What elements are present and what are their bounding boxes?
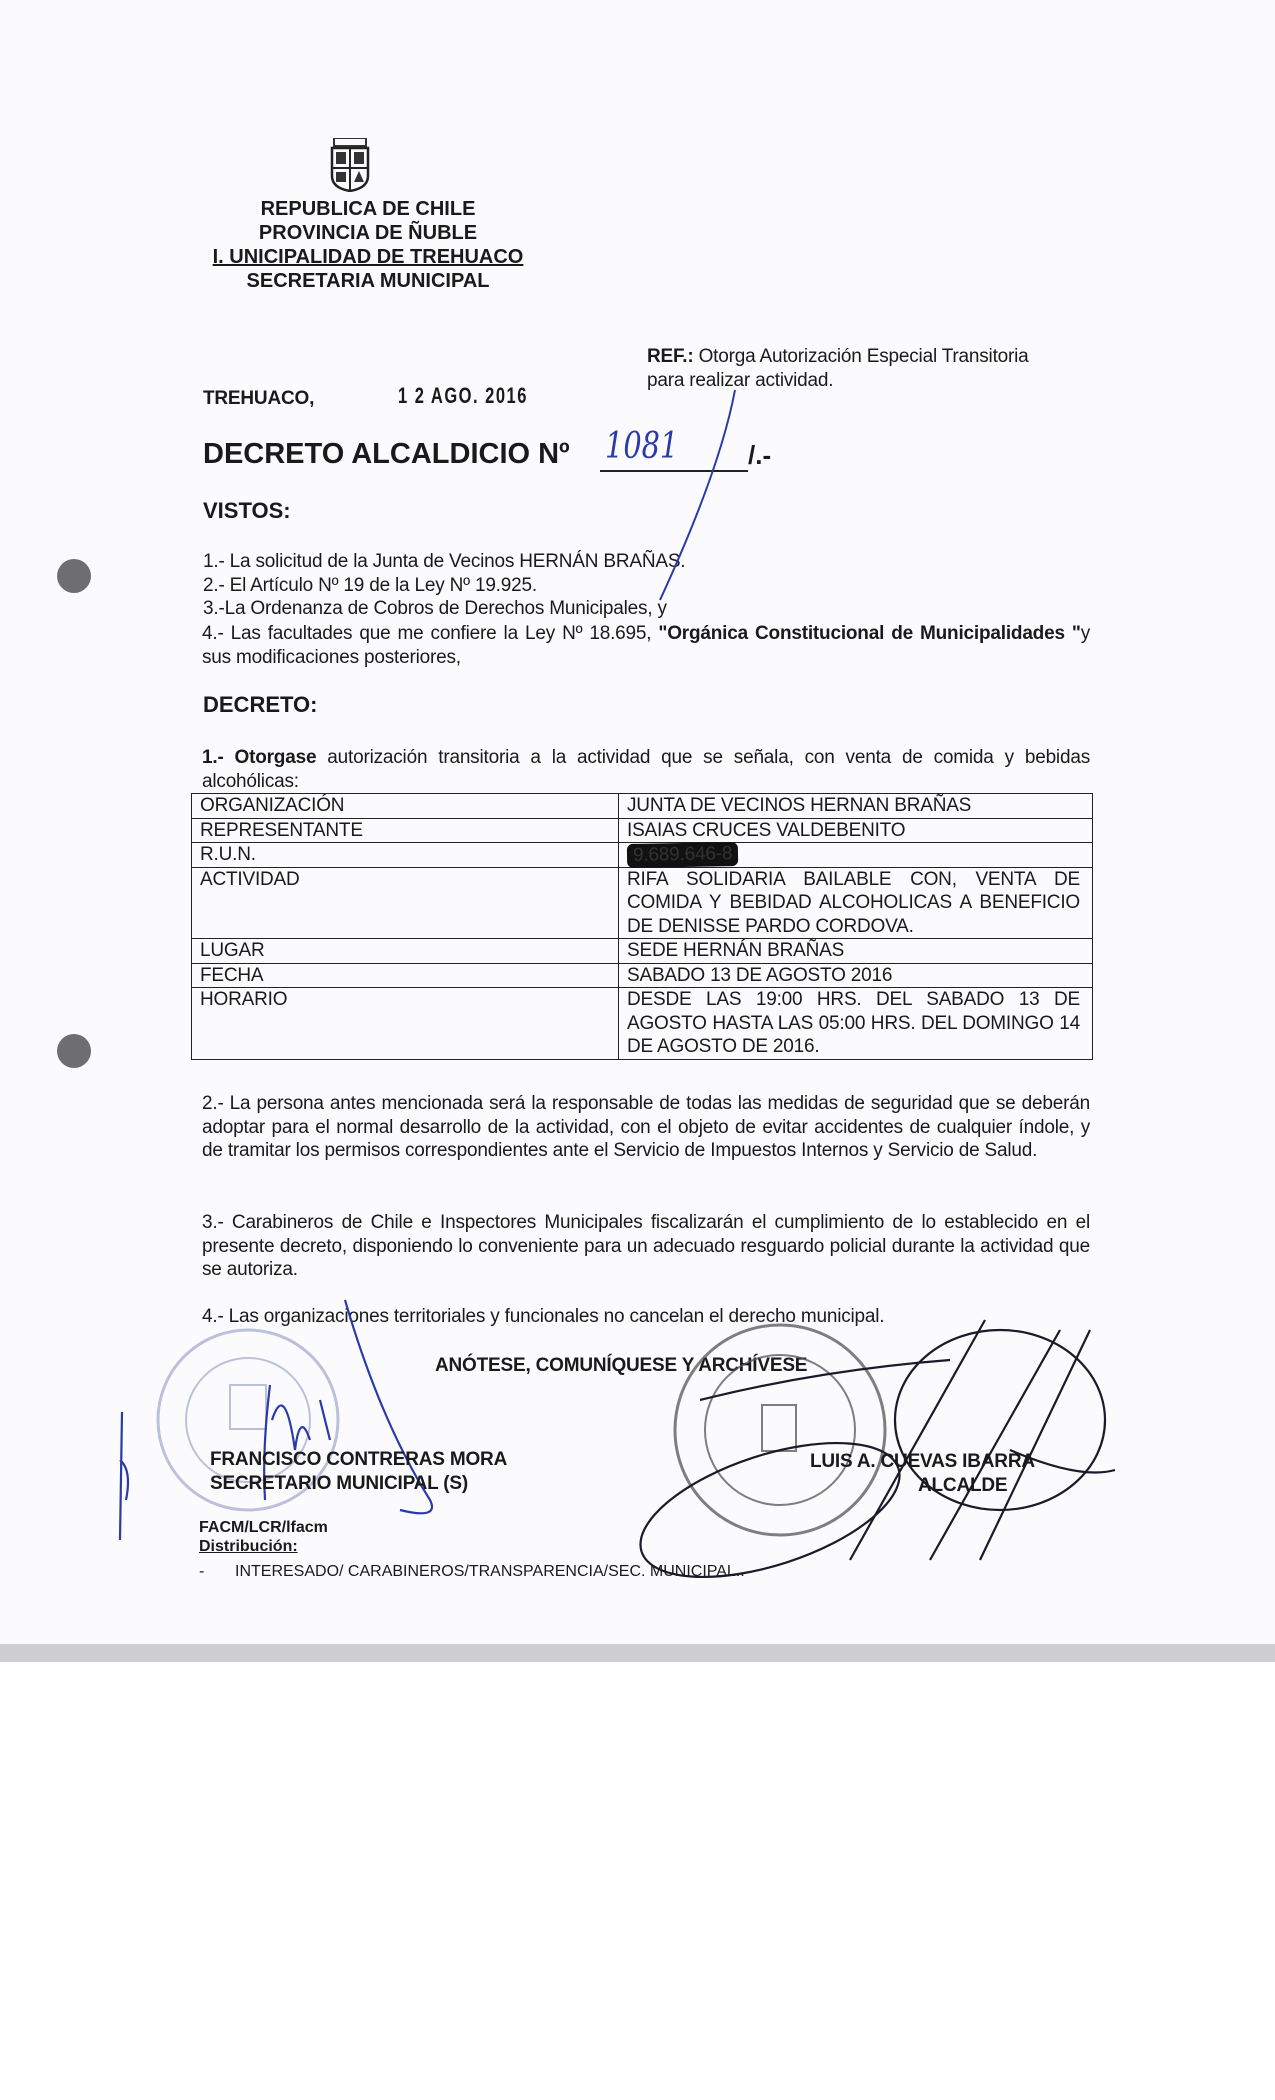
text: 4.- Las facultades que me confiere la Ley Nº 18.695, [202,623,659,644]
coat-of-arms-logo [328,138,372,192]
scan-edge [0,1644,1275,1662]
ref-text: Otorga Autorización Especial Transitoria [693,346,1029,367]
table-row [192,843,1093,868]
ref-line2: para realizar actividad. [647,370,834,391]
ref-label: REF.: [647,346,694,367]
row-value: RIFA SOLIDARIA BAILABLE CON, VENTA DE COMIDA Y BEBIDAD ALCOHOLICAS A BENEFICIO DE DENISSE PARDO CORDOVA. [619,867,1093,939]
row-label: FECHA [192,963,619,988]
decreto-heading: DECRETO: [203,692,318,717]
secretary-title: SECRETARIO MUNICIPAL (S) [210,1473,469,1494]
mayor-title: ALCALDE [918,1475,1008,1496]
row-label: R.U.N. [192,843,619,868]
ref-line1 [647,346,1029,368]
header-country: REPUBLICA DE CHILE [260,198,476,220]
decree-number: 1081 [605,426,679,467]
decreto-p4: 4.- Las organizaciones territoriales y funcionales no cancelan el derecho municipal. [202,1306,885,1327]
table-row [192,963,1093,988]
table-row [192,867,1093,939]
vistos-heading: VISTOS: [203,498,291,523]
initials: FACM/LCR/lfacm [199,1519,328,1536]
mayor-name: LUIS A. CUEVAS IBARRA [810,1451,1035,1472]
date-stamp: 1 2 AGO. 2016 [398,383,528,408]
row-value: SABADO 13 DE AGOSTO 2016 [619,963,1093,988]
redacted-run: 9.689.646-8 [627,842,739,867]
header-municipality: I. UNICIPALIDAD DE TREHUACO [212,246,524,268]
row-label: HORARIO [192,988,619,1060]
row-value [619,843,1093,868]
secretary-name: FRANCISCO CONTRERAS MORA [210,1449,508,1470]
header-department: SECRETARIA MUNICIPAL [246,270,490,292]
row-label: ORGANIZACIÓN [192,794,619,819]
distribution-list: INTERESADO/ CARABINEROS/TRANSPARENCIA/SEC. MUNICIPAL.. [235,1563,745,1580]
place: TREHUACO, [203,388,315,409]
table-row [192,818,1093,843]
closing-formula: ANÓTESE, COMUNÍQUESE Y ARCHÍVESE [435,1355,808,1376]
text: y sus modificaciones posteriores, [202,623,1090,668]
decree-suffix: /.- [748,440,772,470]
p1-lead: 1.- Otorgase [202,747,317,768]
distribution-bullet: - [199,1563,205,1580]
row-value: DESDE LAS 19:00 HRS. DEL SABADO 13 DE AGOSTO HASTA LAS 05:00 HRS. DEL DOMINGO 14 DE AGOSTO DE 2016. [619,988,1093,1060]
activity-table [191,793,1093,1060]
row-label: REPRESENTANTE [192,818,619,843]
punch-hole [57,1034,91,1068]
vistos-item: 1.- La solicitud de la Junta de Vecinos HERNÁN BRAÑAS. [203,551,686,572]
vistos-item-4 [202,622,1090,669]
distribution-label: Distribución: [199,1538,298,1555]
vistos-item: 3.-La Ordenanza de Cobros de Derechos Municipales, y [203,598,667,619]
table-row [192,988,1093,1060]
decreto-p3: 3.- Carabineros de Chile e Inspectores Municipales fiscalizarán el cumplimiento de lo establecido en el presente decreto, disponiendo lo conveniente para un adecuado resguardo policial durante la actividad que se autoriza. [202,1212,1090,1280]
decreto-p1 [202,746,1090,793]
table-row [192,939,1093,964]
vistos-item: 2.- El Artículo Nº 19 de la Ley Nº 19.925. [203,575,537,596]
punch-hole [57,559,91,593]
decree-number-line [600,470,748,472]
decree-title: DECRETO ALCALDICIO Nº [203,438,570,470]
row-label: ACTIVIDAD [192,867,619,939]
row-value: JUNTA DE VECINOS HERNAN BRAÑAS [619,794,1093,819]
row-value: SEDE HERNÁN BRAÑAS [619,939,1093,964]
law-name: "Orgánica Constitucional de Municipalidades " [658,623,1081,644]
row-label: LUGAR [192,939,619,964]
table-row [192,794,1093,819]
decreto-p2: 2.- La persona antes mencionada será la responsable de todas las medidas de seguridad que se deberán adoptar para el normal desarrollo de la actividad, con el objeto de evitar accidentes de cualquier índole, y de tramitar los permisos correspondientes ante el Servicio de Impuestos Internos y Servicio de Salud. [202,1093,1090,1161]
header-province: PROVINCIA DE ÑUBLE [258,222,478,244]
p1-text: autorización transitoria a la actividad que se señala, con venta de comida y bebidas alcohólicas: [202,747,1090,792]
row-value: ISAIAS CRUCES VALDEBENITO [619,818,1093,843]
